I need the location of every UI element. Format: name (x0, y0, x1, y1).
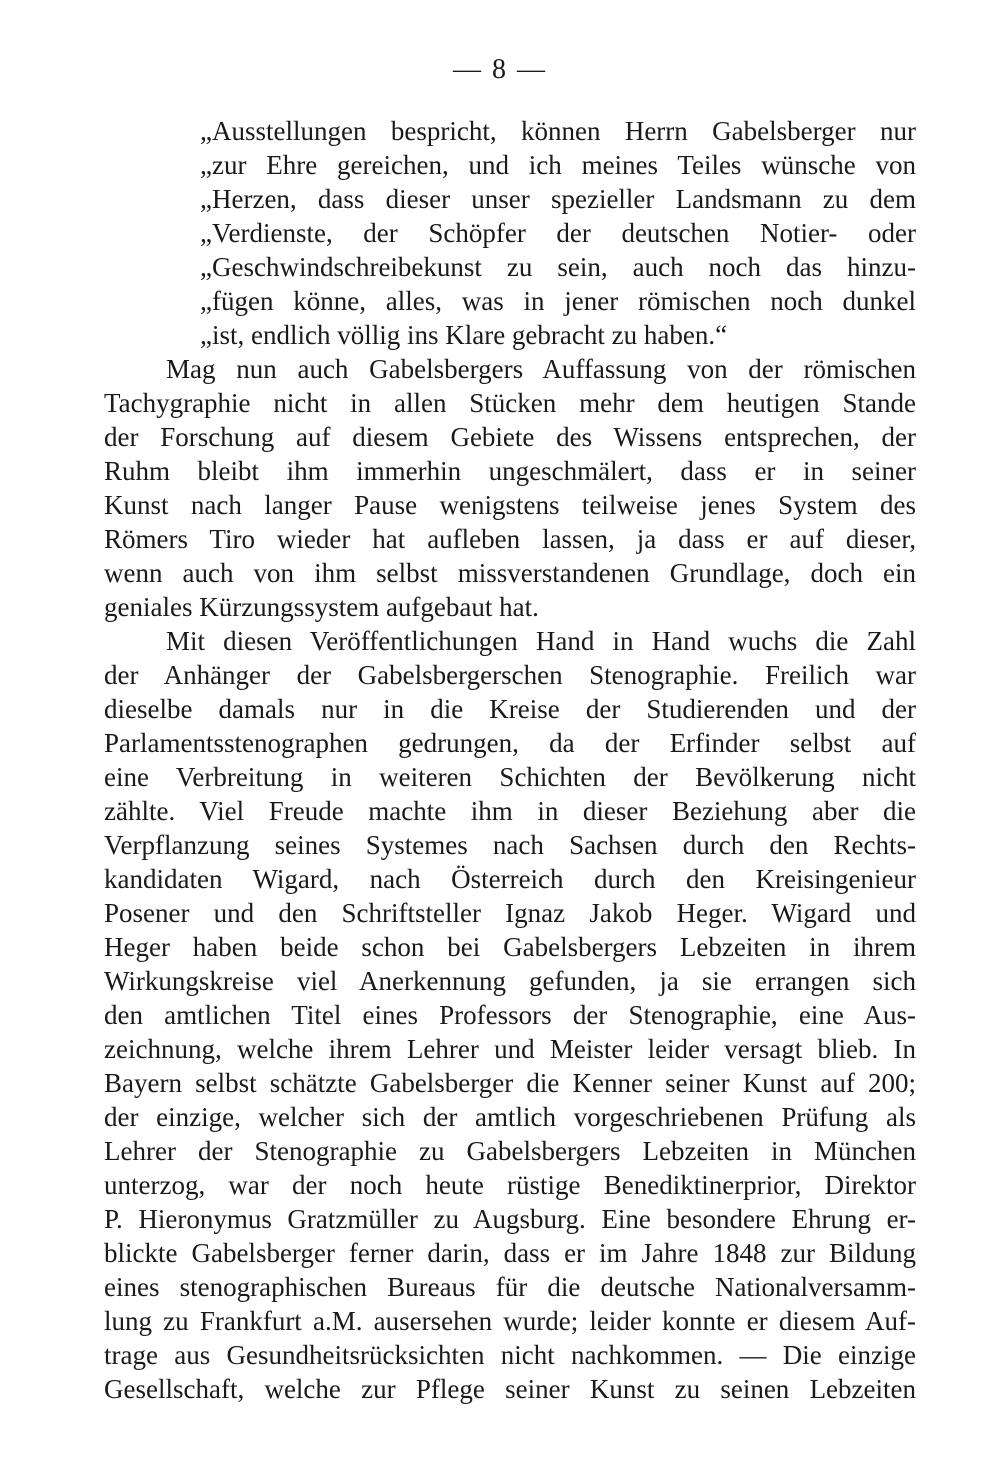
paragraph-line: zählte. Viel Freude machte ihm in dieser Beziehung aber die (104, 796, 916, 826)
paragraph-line: Mag nun auch Gabelsbergers Auffassung von der römischen (166, 354, 916, 384)
paragraph-line: eine Verbreitung in weiteren Schichten der Bevölkerung nicht (104, 762, 916, 792)
paragraph-line: eines stenographischen Bureaus für die deutsche Nationalversamm- (104, 1272, 916, 1302)
quote-line: „Herzen, dass dieser unser spezieller Landsmann zu dem (200, 184, 916, 214)
quote-line: „Ausstellungen bespricht, können Herrn Gabelsberger nur (200, 116, 916, 146)
paragraph-line: Posener und den Schriftsteller Ignaz Jakob Heger. Wigard und (104, 898, 916, 928)
paragraph-line: der einzige, welcher sich der amtlich vorgeschriebenen Prüfung als (104, 1102, 916, 1132)
paragraph-line: geniales Kürzungssystem aufgebaut hat. (104, 592, 539, 622)
paragraph-line: der Anhänger der Gabelsbergerschen Stenographie. Freilich war (104, 660, 916, 690)
quotation (104, 114, 916, 352)
paragraph-line: Ruhm bleibt ihm immerhin ungeschmälert, dass er in seiner (104, 456, 916, 486)
paragraph-line: Lehrer der Stenographie zu Gabelsbergers Lebzeiten in München (104, 1136, 916, 1166)
paragraph-line: P. Hieronymus Gratzmüller zu Augsburg. Eine besondere Ehrung er- (104, 1204, 916, 1234)
quote-line: „ist, endlich völlig ins Klare gebracht zu haben.“ (200, 320, 728, 350)
paragraph-line: trage aus Gesundheitsrücksichten nicht nachkommen. — Die einzige (104, 1340, 916, 1370)
paragraph-line: wenn auch von ihm selbst missverstandenen Grundlage, doch ein (104, 558, 916, 588)
paragraph-1 (104, 352, 916, 624)
quote-line: „zur Ehre gereichen, und ich meines Teiles wünsche von (200, 150, 916, 180)
paragraph-line: dieselbe damals nur in die Kreise der Studierenden und der (104, 694, 916, 724)
quote-line: „Verdienste, der Schöpfer der deutschen Notier- oder (200, 218, 916, 248)
quote-line: „fügen könne, alles, was in jener römischen noch dunkel (200, 286, 916, 316)
quote-line: „Geschwindschreibekunst zu sein, auch noch das hinzu- (200, 252, 916, 282)
page-number: — 8 — (453, 54, 547, 85)
paragraph-line: Heger haben beide schon bei Gabelsbergers Lebzeiten in ihrem (104, 932, 916, 962)
page-body (104, 114, 916, 1406)
paragraph-line: den amtlichen Titel eines Professors der Stenographie, eine Aus- (104, 1000, 916, 1030)
paragraph-line: Tachygraphie nicht in allen Stücken mehr dem heutigen Stande (104, 388, 916, 418)
paragraph-line: Römers Tiro wieder hat aufleben lassen, ja dass er auf dieser, (104, 524, 916, 554)
paragraph-line: Kunst nach langer Pause wenigstens teilweise jenes System des (104, 490, 916, 520)
paragraph-2 (104, 624, 916, 1406)
paragraph-line: der Forschung auf diesem Gebiete des Wissens entsprechen, der (104, 422, 916, 452)
paragraph-line: unterzog, war der noch heute rüstige Benediktinerprior, Direktor (104, 1170, 916, 1200)
paragraph-line: Wirkungskreise viel Anerkennung gefunden, ja sie errangen sich (104, 966, 916, 996)
paragraph-line: Gesellschaft, welche zur Pflege seiner Kunst zu seinen Lebzeiten (104, 1374, 916, 1404)
paragraph-line: Bayern selbst schätzte Gabelsberger die Kenner seiner Kunst auf 200; (104, 1068, 916, 1098)
paragraph-line: Parlamentsstenographen gedrungen, da der Erfinder selbst auf (104, 728, 916, 758)
paragraph-line: blickte Gabelsberger ferner darin, dass er im Jahre 1848 zur Bildung (104, 1238, 916, 1268)
paragraph-line: Mit diesen Veröffentlichungen Hand in Hand wuchs die Zahl (166, 626, 916, 656)
paragraph-line: lung zu Frankfurt a.M. ausersehen wurde; leider konnte er diesem Auf- (104, 1306, 916, 1336)
paragraph-line: zeichnung, welche ihrem Lehrer und Meister leider versagt blieb. In (104, 1034, 916, 1064)
paragraph-line: Verpflanzung seines Systemes nach Sachsen durch den Rechts- (104, 830, 916, 860)
paragraph-line: kandidaten Wigard, nach Österreich durch den Kreisingenieur (104, 864, 916, 894)
